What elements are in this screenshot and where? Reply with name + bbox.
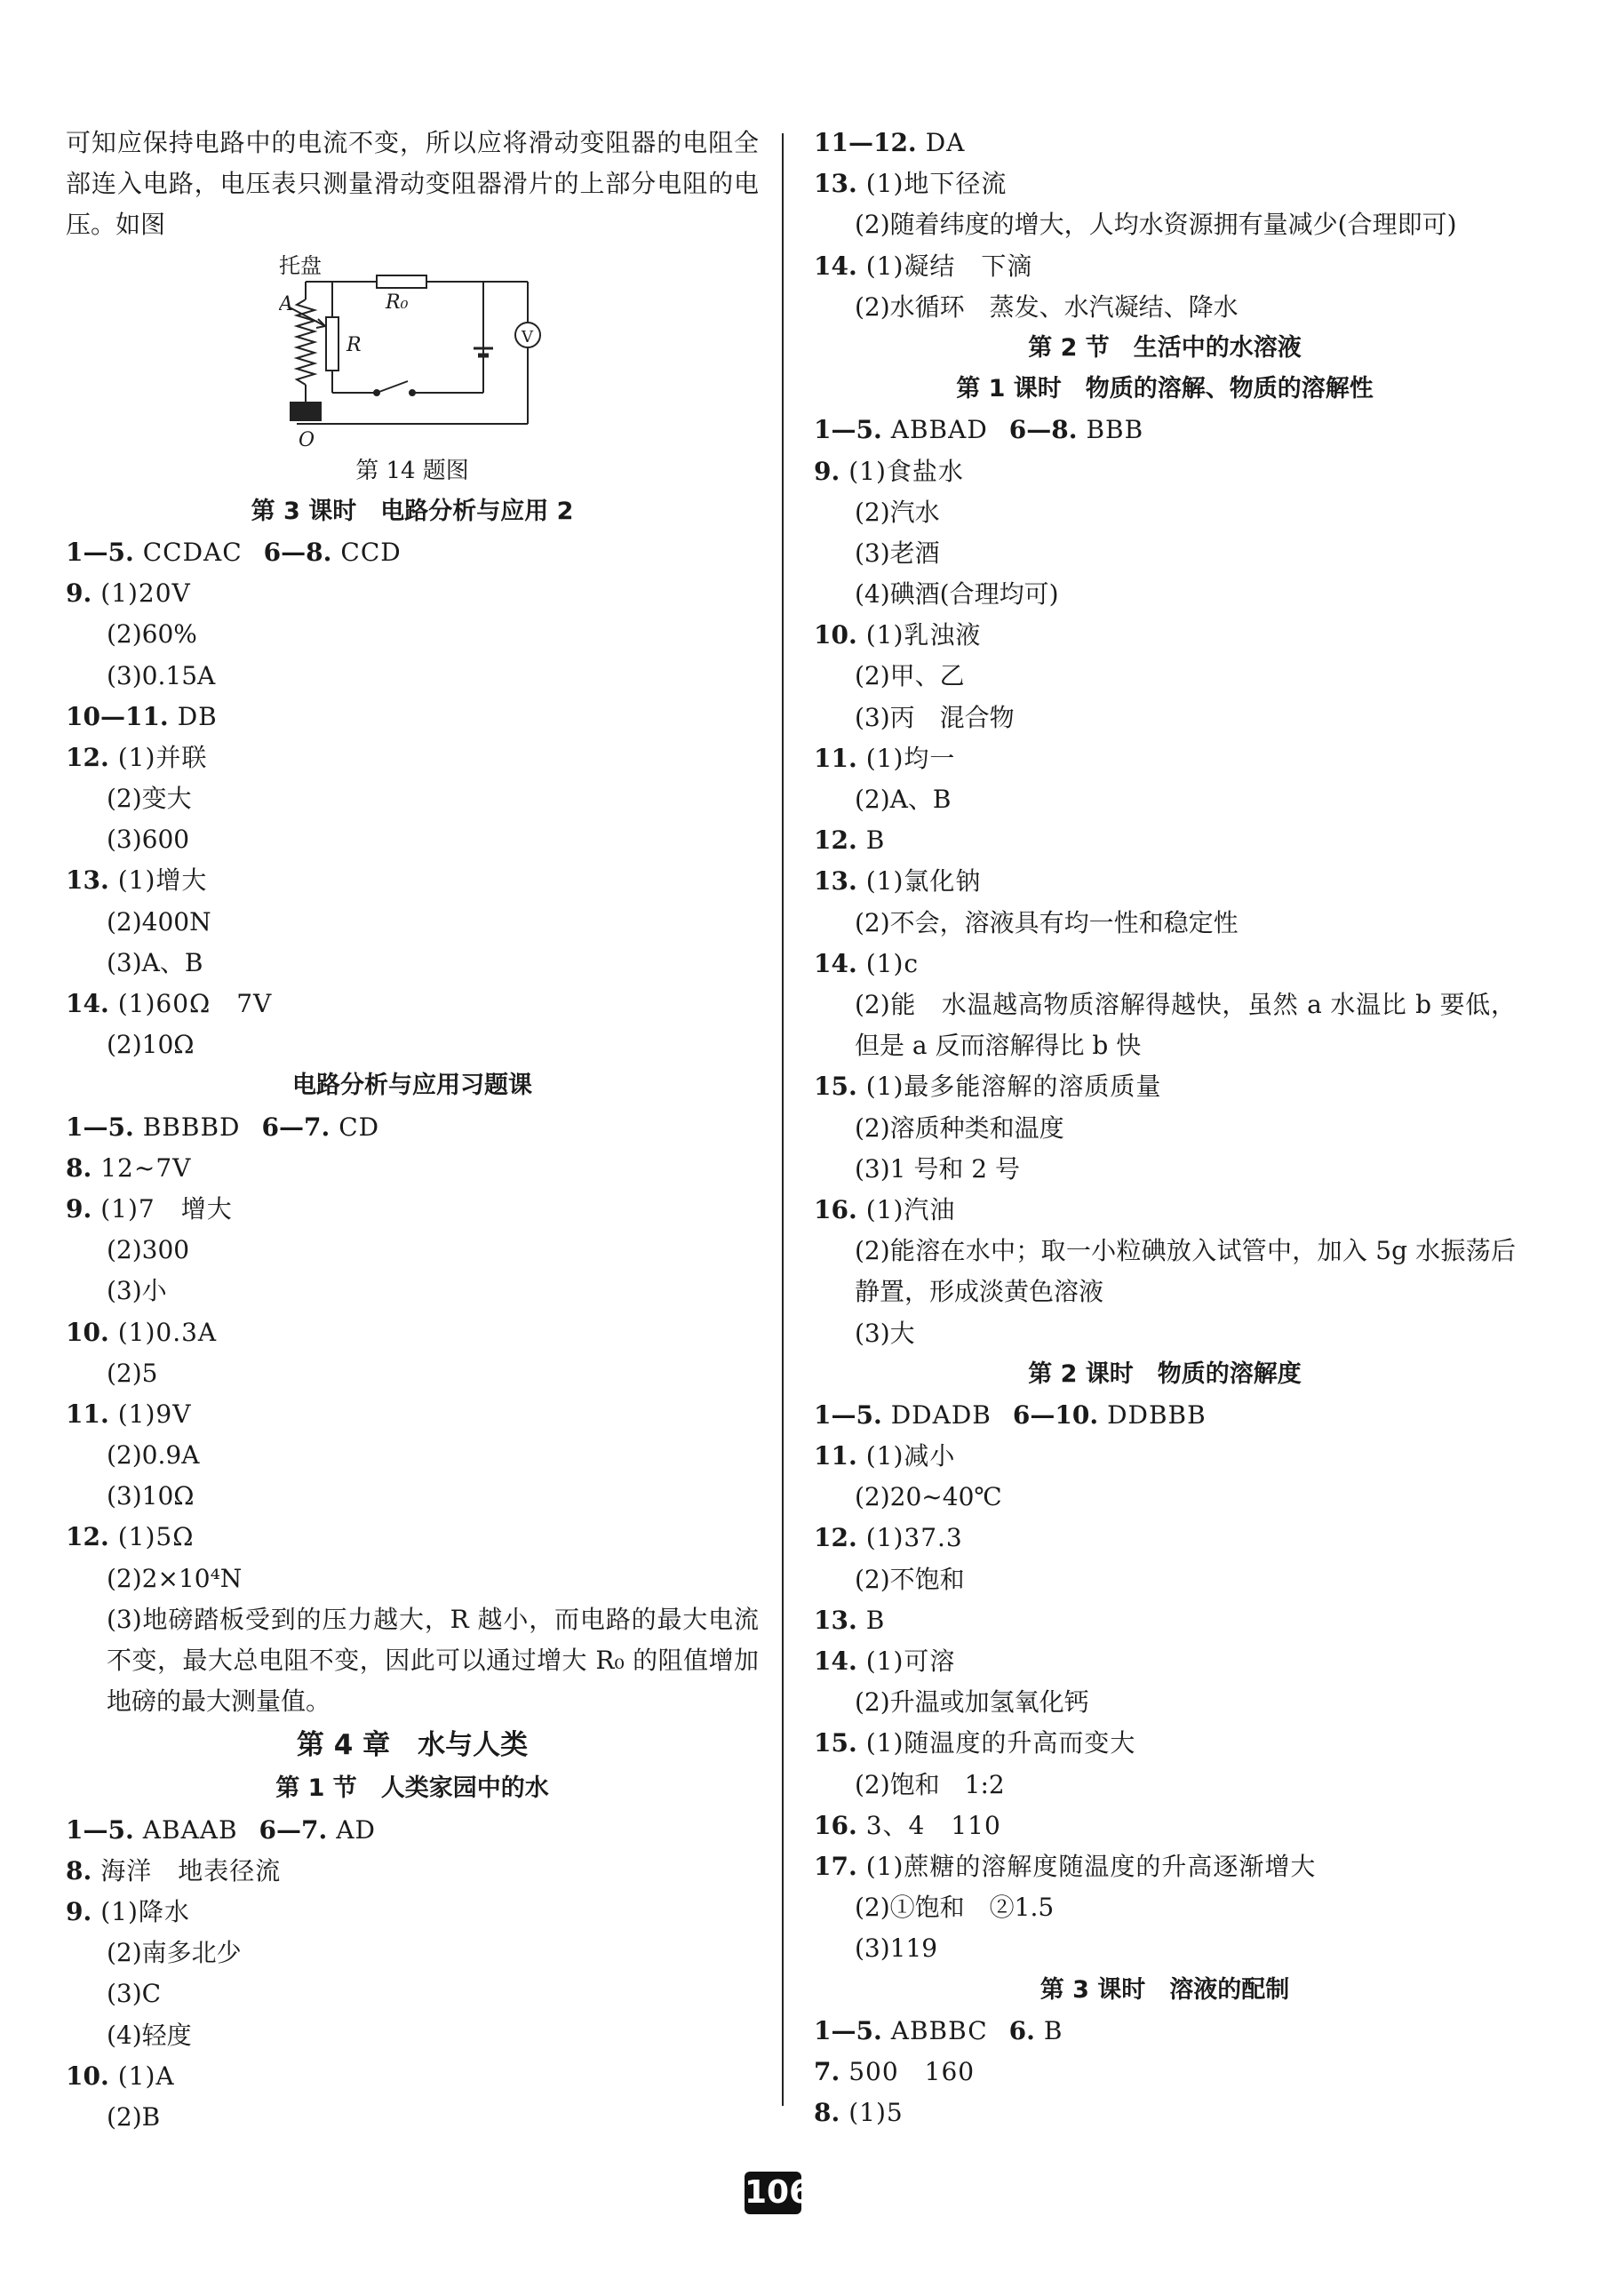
answer-line: [814, 1846, 1516, 1887]
answer-text: CCDAC: [142, 537, 243, 567]
answer-line: [66, 1517, 759, 1558]
answer-text: (1)5Ω: [117, 1522, 195, 1552]
answer-text: (2)60%: [107, 619, 197, 650]
lesson-title-solubility: 第 2 课时 物质的溶解度: [1028, 1359, 1302, 1388]
answer-text: (1)食盐水: [848, 456, 964, 486]
answer-text: DDBBB: [1107, 1399, 1207, 1430]
answer-text: (3)A、B: [107, 947, 203, 977]
answer-text: (3)大: [855, 1318, 915, 1348]
question-number: 10—11.: [66, 701, 169, 731]
answer-text: ABAAB: [142, 1814, 238, 1845]
answer-text: (2)A、B: [855, 785, 952, 814]
answer-line: [66, 1810, 759, 1851]
answer-subline: [66, 1933, 759, 1973]
answer-text: B: [865, 1605, 886, 1635]
answer-subline: [814, 287, 1516, 328]
question-number: 9.: [66, 1897, 92, 1927]
answer-line: [814, 1066, 1516, 1107]
answer-subline: [814, 1765, 1516, 1806]
question-number: 14.: [814, 1646, 857, 1676]
answer-text: (4)轻度: [107, 2020, 192, 2050]
question-number: 11.: [814, 1441, 857, 1471]
pivot-o-label: O: [299, 428, 315, 450]
answer-subline: [66, 1024, 759, 1065]
answer-list: [814, 2011, 1516, 2134]
question-number: 11.: [66, 1399, 109, 1429]
answer-text: (1)A: [117, 2061, 175, 2091]
answer-text: (3)119: [855, 1933, 938, 1964]
question-number: 6—7.: [259, 1814, 328, 1845]
circuit-figure: [66, 246, 759, 450]
answer-text: (2)变大: [107, 784, 192, 814]
answer-line: [814, 451, 1516, 492]
answer-subline: [66, 902, 759, 943]
answer-subline: [814, 656, 1516, 697]
answer-text: CD: [339, 1112, 380, 1142]
answer-line: [814, 410, 1516, 450]
answer-text: (2)10Ω: [107, 1030, 195, 1060]
answer-list: [814, 1395, 1516, 1970]
answer-subline: [814, 574, 1516, 615]
answer-text: (2)400N: [107, 906, 211, 937]
answer-subline: [66, 614, 759, 655]
answer-subline: [814, 1149, 1516, 1190]
answer-text: (1)凝结 下滴: [865, 251, 1033, 281]
point-a-label: A: [279, 292, 293, 315]
answer-text: (3)10Ω: [107, 1481, 195, 1511]
answer-text: (1)c: [865, 948, 920, 978]
answer-subline: [814, 1928, 1516, 1969]
answer-line: [814, 1436, 1516, 1477]
question-number: 12.: [814, 825, 857, 856]
resistor-r-label: R: [346, 333, 362, 356]
answer-subline: [66, 2015, 759, 2056]
answer-text: (1)并联: [117, 742, 208, 772]
answer-paragraph: (3)地磅踏板受到的压力越大，R 越小，而电路的最大电流不变，最大总电阻不变，因此可以通过增大 R₀ 的阻值增加地磅的最大测量值。: [107, 1604, 759, 1717]
answer-text: ABBBC: [890, 2015, 988, 2045]
answer-text: (1)可溶: [865, 1646, 956, 1676]
question-number: 1—5.: [66, 1814, 134, 1845]
question-number: 11—12.: [814, 128, 917, 157]
answer-text: (1)60Ω 7V: [117, 989, 273, 1019]
answer-subline: [66, 1476, 759, 1517]
answer-text: (2)300: [107, 1235, 190, 1265]
question-number: 1—5.: [814, 1399, 882, 1430]
question-number: 8.: [66, 1152, 92, 1183]
answer-line: [66, 1892, 759, 1933]
answer-subline: [814, 698, 1516, 738]
answer-text: (1)7 增大: [100, 1193, 233, 1224]
answer-subline: [814, 204, 1516, 245]
question-number: 10.: [66, 1317, 109, 1347]
right-column: [814, 123, 1516, 2133]
tray-label: 托盘: [279, 252, 322, 278]
answer-text: DB: [177, 701, 218, 731]
question-number: 12.: [66, 742, 109, 772]
answer-line: [66, 1312, 759, 1353]
answer-subline: [66, 1230, 759, 1271]
answer-subline: [814, 492, 1516, 533]
chapter-title: 第 4 章 水与人类: [296, 1729, 529, 1762]
answer-subline: [66, 819, 759, 860]
answer-text: (2)溶质种类和温度: [855, 1112, 1064, 1143]
question-number: 14.: [66, 989, 109, 1019]
answer-text: (2)5: [107, 1358, 158, 1388]
answer-line: [814, 123, 1516, 163]
intro-paragraph: 可知应保持电路中的电流不变，所以应将滑动变阻器的电阻全部连入电路，电压表只测量滑动变阻器滑片的上部分电阻的电压。如图: [66, 128, 759, 240]
answer-line: [814, 2011, 1516, 2052]
answer-subline: [814, 1108, 1516, 1149]
answer-line: [814, 2093, 1516, 2133]
page-number: 106: [745, 2172, 801, 2214]
answer-list: [814, 1066, 1516, 1231]
answer-text: B: [1043, 2015, 1063, 2045]
question-number: 8.: [814, 2098, 840, 2128]
answer-subline: [66, 1973, 759, 2014]
answer-line: [814, 1723, 1516, 1764]
answer-line: [66, 573, 759, 614]
question-number: 13.: [66, 865, 109, 896]
answer-text: (4)碘酒(合理均可): [855, 579, 1059, 610]
question-number: 15.: [814, 1072, 857, 1102]
answer-text: (1)降水: [100, 1897, 190, 1927]
question-number: 11.: [814, 743, 857, 773]
answer-line: [814, 246, 1516, 287]
answer-subline: [66, 1435, 759, 1476]
answer-line: [66, 1107, 759, 1148]
answer-text: (2)汽水: [855, 497, 940, 527]
answer-text: (3)600: [107, 825, 190, 855]
answer-text: (1)地下径流: [865, 169, 1008, 199]
lesson-title-preparation: 第 3 课时 溶液的配制: [1039, 1975, 1290, 2004]
question-number: 1—5.: [814, 2015, 882, 2045]
answer-text: (3)丙 混合物: [855, 702, 1015, 732]
answer-text: (1)减小: [865, 1441, 956, 1471]
question-number: 15.: [814, 1728, 857, 1758]
answer-line: [66, 1189, 759, 1230]
section-title-exercise: 电路分析与应用习题课: [292, 1072, 532, 1100]
question-number: 14.: [814, 948, 857, 978]
answer-line: [66, 532, 759, 573]
answer-text: (2)甲、乙: [855, 661, 965, 691]
answer-text: (2)①饱和 ②1.5: [855, 1893, 1055, 1923]
answer-line: [814, 1806, 1516, 1846]
answer-subline: [814, 779, 1516, 820]
answer-list: [66, 1810, 759, 2139]
answer-subline: [66, 1353, 759, 1394]
answer-text: CCD: [340, 537, 402, 567]
answer-subline: [66, 2097, 759, 2138]
answer-text: (3)小: [107, 1276, 167, 1306]
voltmeter-label: V: [522, 327, 533, 347]
answer-line: [66, 1148, 759, 1189]
answer-text: (1)0.3A: [117, 1317, 218, 1347]
answer-text: (2)0.9A: [107, 1440, 200, 1471]
answer-line: [66, 1851, 759, 1892]
question-number: 6—8.: [263, 537, 332, 567]
answer-subline: [66, 943, 759, 984]
answer-text: (3)C: [107, 1979, 162, 2009]
answer-text: (2)升温或加氢氧化钙: [855, 1687, 1089, 1718]
question-number: 6—7.: [261, 1112, 331, 1142]
answer-text: (2)20~40℃: [855, 1482, 1002, 1512]
answer-paragraph: (2)能 水温越高物质溶解得越快，虽然 a 水温比 b 要低，但是 a 反而溶解得比 b 快: [855, 989, 1516, 1061]
answer-text: DA: [925, 128, 966, 157]
answer-text: (2)南多北少: [107, 1938, 242, 1968]
answer-text: AD: [336, 1814, 376, 1845]
answer-subline: [814, 1559, 1516, 1600]
question-number: 17.: [814, 1851, 857, 1881]
answer-text: BBB: [1086, 415, 1144, 445]
answer-text: (2)饱和 1:2: [855, 1769, 1005, 1799]
answer-text: (1)增大: [117, 865, 208, 896]
answer-subline: [814, 903, 1516, 944]
answer-line: [814, 1518, 1516, 1559]
answer-text: 3、4 110: [865, 1810, 1001, 1840]
answer-list: [814, 410, 1516, 985]
answer-line: [814, 1395, 1516, 1436]
answer-text: (1)氯化钠: [865, 866, 982, 897]
question-number: 16.: [814, 1194, 857, 1224]
answer-text: (2)2×10⁴N: [107, 1563, 243, 1593]
question-number: 14.: [814, 251, 857, 281]
section-title-lesson3: 第 3 课时 电路分析与应用 2: [251, 497, 574, 525]
answer-text: (1)随温度的升高而变大: [865, 1728, 1136, 1758]
answer-text: (1)5: [848, 2098, 904, 2128]
answer-subline: [66, 1271, 759, 1311]
answer-text: 海洋 地表径流: [100, 1855, 282, 1885]
scale-base: [290, 402, 322, 421]
resistor-r0-label: R₀: [386, 291, 409, 314]
answer-text: ABBAD: [890, 415, 988, 445]
answer-line: [66, 984, 759, 1024]
circuit-diagram: [279, 246, 546, 450]
answer-subline: [814, 1313, 1516, 1354]
answer-line: [814, 1641, 1516, 1682]
answer-text: DDADB: [890, 1399, 992, 1430]
question-number: 12.: [814, 1523, 857, 1553]
question-number: 12.: [66, 1522, 109, 1552]
question-number: 16.: [814, 1810, 857, 1840]
question-number: 13.: [814, 169, 857, 199]
answer-line: [814, 1190, 1516, 1231]
answer-paragraph: (2)能溶在水中；取一小粒碘放入试管中，加入 5g 水振荡后静置，形成淡黄色溶液: [855, 1236, 1516, 1307]
answer-text: (1)最多能溶解的溶质质量: [865, 1072, 1162, 1102]
lesson-title-dissolution: 第 1 课时 物质的溶解、物质的溶解性: [956, 375, 1374, 403]
answer-line: [66, 737, 759, 778]
question-number: 6—10.: [1012, 1399, 1099, 1430]
figure-caption: 第 14 题图: [355, 457, 469, 484]
answer-line: [66, 860, 759, 901]
answer-line: [814, 163, 1516, 204]
answer-text: (3)1 号和 2 号: [855, 1153, 1020, 1184]
answer-list: [814, 123, 1516, 328]
answer-text: (2)不饱和: [855, 1564, 965, 1594]
answer-text: (1)蔗糖的溶解度随温度的升高逐渐增大: [865, 1851, 1317, 1881]
answer-line: [66, 1394, 759, 1435]
question-number: 1—5.: [66, 537, 134, 567]
answer-text: (3)老酒: [855, 538, 940, 568]
question-number: 10.: [814, 620, 857, 650]
answer-text: (2)水循环 蒸发、水汽凝结、降水: [855, 291, 1239, 322]
answer-line: [814, 1600, 1516, 1641]
answer-text: 500 160: [848, 2056, 976, 2086]
answer-subline: [814, 1682, 1516, 1723]
answer-line: [814, 738, 1516, 779]
answer-line: [814, 2052, 1516, 2093]
answer-text: (1)汽油: [865, 1194, 956, 1224]
question-number: 10.: [66, 2061, 109, 2091]
answer-text: (1)9V: [117, 1399, 192, 1429]
answer-text: B: [865, 825, 886, 856]
question-number: 9.: [66, 578, 92, 609]
answer-text: (1)20V: [100, 578, 191, 609]
answer-list: [66, 532, 759, 1065]
question-number: 1—5.: [814, 415, 882, 445]
answer-text: (1)乳浊液: [865, 620, 982, 650]
answer-text: (1)均一: [865, 743, 956, 773]
question-number: 9.: [66, 1193, 92, 1224]
answer-subline: [814, 1477, 1516, 1518]
question-number: 13.: [814, 1605, 857, 1635]
question-number: 6.: [1008, 2015, 1035, 2045]
question-number: 8.: [66, 1855, 92, 1885]
answer-text: (3)0.15A: [107, 660, 216, 690]
answer-line: [814, 861, 1516, 902]
question-number: 6—8.: [1008, 415, 1078, 445]
answer-subline: [66, 1559, 759, 1599]
answer-text: (1)37.3: [865, 1523, 963, 1553]
question-number: 9.: [814, 456, 840, 486]
question-number: 1—5.: [66, 1112, 134, 1142]
question-number: 13.: [814, 866, 857, 897]
column-divider: [782, 133, 784, 2106]
answer-text: (2)不会，溶液具有均一性和稳定性: [855, 907, 1239, 937]
answer-subline: [814, 533, 1516, 574]
answer-list: [66, 1107, 759, 1599]
answer-subline: [66, 778, 759, 819]
answer-text: (2)B: [107, 2101, 161, 2132]
left-column: [66, 123, 759, 2138]
answer-text: BBBBD: [142, 1112, 241, 1142]
answer-text: (2)随着纬度的增大，人均水资源拥有量减少(合理即可): [855, 210, 1457, 240]
answer-line: [66, 2056, 759, 2097]
answer-subline: [814, 1887, 1516, 1928]
answer-subline: [66, 656, 759, 697]
question-number: 7.: [814, 2056, 840, 2086]
section-title-water-home: 第 1 节 人类家园中的水: [275, 1774, 549, 1803]
answer-line: [814, 615, 1516, 656]
answer-text: 12~7V: [100, 1152, 192, 1183]
answer-list: [814, 1313, 1516, 1354]
answer-line: [66, 697, 759, 737]
answer-line: [814, 944, 1516, 985]
answer-line: [814, 820, 1516, 861]
section-title-solution: 第 2 节 生活中的水溶液: [1028, 333, 1302, 362]
